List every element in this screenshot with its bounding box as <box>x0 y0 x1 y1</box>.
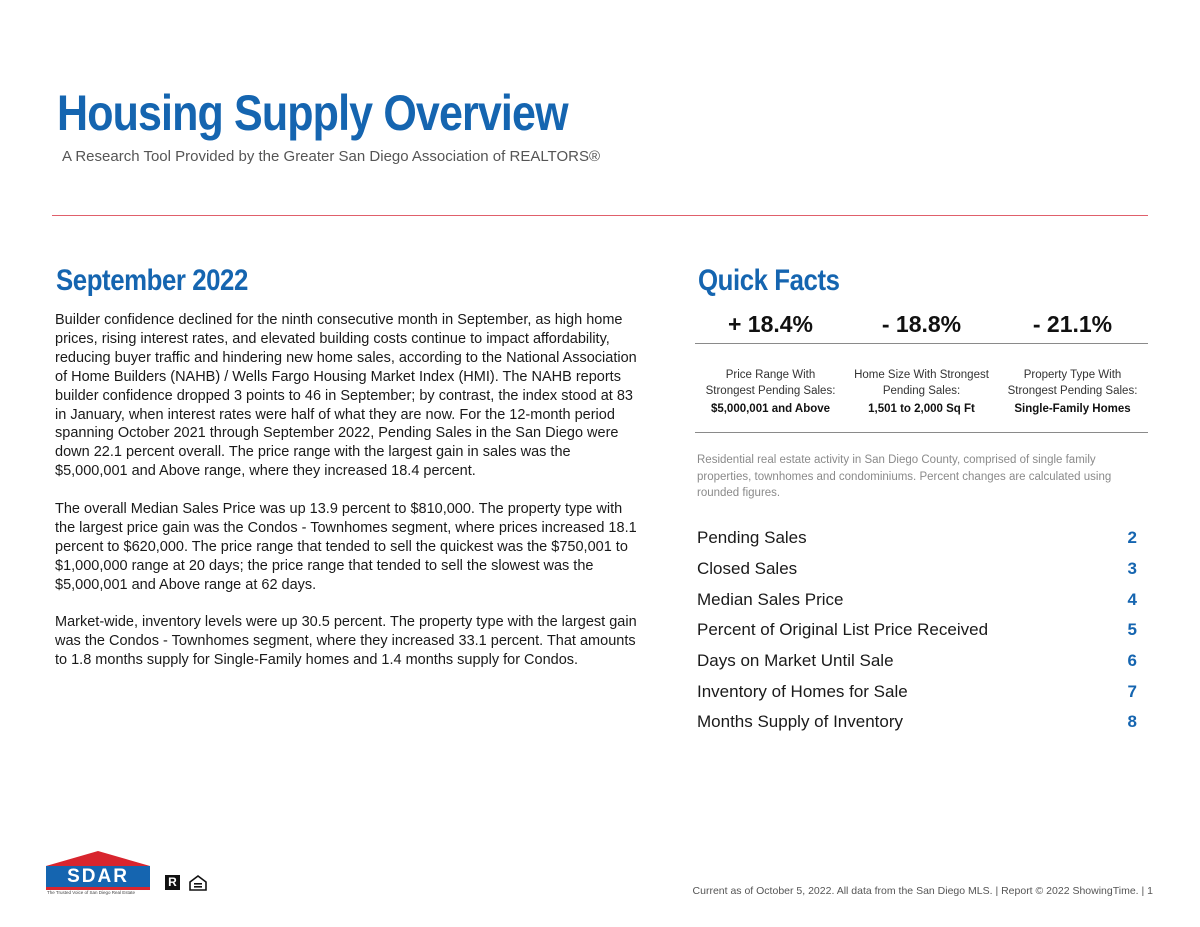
realtor-icon: R <box>165 875 180 890</box>
quick-fact-value: - 18.8% <box>881 311 962 337</box>
toc-item-months-supply[interactable] <box>697 707 1137 738</box>
page-subtitle: A Research Tool Provided by the Greater San Diego Association of REALTORS® <box>62 148 601 165</box>
toc-item-inventory[interactable] <box>697 676 1137 707</box>
footer-text: Current as of October 5, 2022. All data from the San Diego MLS. | Report © 2022 ShowingTime. | 1 <box>692 885 1153 897</box>
quick-fact-label <box>695 367 846 399</box>
toc-item-page: 8 <box>1127 712 1137 732</box>
quick-fact-detail: 1,501 to 2,000 Sq Ft <box>868 403 975 415</box>
quick-facts-divider <box>695 343 1148 344</box>
quick-fact-label-line: Pending Sales: <box>882 385 961 397</box>
toc-item-page: 3 <box>1127 559 1137 579</box>
sdar-logo <box>46 851 150 899</box>
toc-item-label: Closed Sales <box>697 559 798 579</box>
quick-facts-divider <box>695 432 1148 433</box>
quick-fact-value: - 21.1% <box>1032 311 1113 337</box>
toc-item-pending-sales[interactable] <box>697 523 1137 554</box>
summary-paragraph: Market-wide, inventory levels were up 30.5 percent. The property type with the largest gain was the Condos - Townhomes segment, where they increased 33.1 percent. That amounts to 1.8 months supply for Single-Family homes and 1.4 months supply for Condos. <box>55 614 637 669</box>
toc-item-days-on-market[interactable] <box>697 646 1137 677</box>
toc-item-label: Inventory of Homes for Sale <box>697 681 908 701</box>
quick-fact-label-line: Strongest Pending Sales: <box>705 385 836 397</box>
quick-facts-heading: Quick Facts <box>698 264 840 297</box>
toc-item-label: Days on Market Until Sale <box>697 651 894 671</box>
summary-paragraph: Builder confidence declined for the ninth consecutive month in September, as high home prices, rising interest rates, and elevated building costs continue to impact affordability, reducing buyer traffic and hindering new home sales, according to the National Association of Home Builders (NAHB) / Wells Fargo Housing Market Index (HMI). The NAHB reports builder confidence dropped 3 points to 46 in September; by contrast, the index stood at 83 in January, when interest rates were half of what they are now. For the 12-month period spanning October 2021 through September 2022, Pending Sales in the San Diego were down 22.1 percent overall. The price range with the largest gain in sales was the $5,000,001 and Above range, where they increased 18.4 percent. <box>55 312 637 480</box>
logo-text: SDAR <box>46 866 150 887</box>
quick-fact-label-line: Strongest Pending Sales: <box>1007 385 1138 397</box>
toc-item-page: 7 <box>1127 681 1137 701</box>
equal-housing-icon <box>189 874 207 892</box>
quick-facts-details <box>695 403 1148 415</box>
toc-item-page: 5 <box>1127 620 1137 640</box>
logo-tagline: The Trusted Voice of San Diego Real Estate <box>47 890 136 895</box>
toc-item-page: 4 <box>1127 589 1137 609</box>
quick-facts-labels <box>695 367 1148 399</box>
header-divider <box>52 215 1148 216</box>
logo-roof-icon <box>46 851 150 866</box>
quick-fact-label <box>997 367 1148 399</box>
summary-heading: September 2022 <box>56 264 248 297</box>
quick-facts-note: Residential real estate activity in San Diego County, comprised of single family properties, townhomes and condominiums. Percent changes are calculated using rounded figures. <box>697 454 1112 499</box>
summary-text <box>55 311 645 689</box>
toc-item-closed-sales[interactable] <box>697 554 1137 585</box>
toc-item-label: Months Supply of Inventory <box>697 712 904 732</box>
page-title: Housing Supply Overview <box>57 85 568 141</box>
quick-fact-label-line: Home Size With Strongest <box>854 369 989 381</box>
quick-fact-detail: $5,000,001 and Above <box>710 403 831 415</box>
toc-item-page: 2 <box>1127 528 1137 548</box>
summary-paragraph: The overall Median Sales Price was up 13.9 percent to $810,000. The property type with the largest price gain was the Condos - Townhomes segment, where prices increased 18.1 percent to $620,000. The price range that tended to sell the quickest was the $750,001 to $1,000,000 range at 20 days; the price range that tended to sell the slowest was the $5,000,001 and Above range at 62 days. <box>55 501 637 593</box>
quick-fact-value: + 18.4% <box>727 311 814 337</box>
toc-item-percent-list-price[interactable] <box>697 615 1137 646</box>
quick-fact-label-line: Property Type With <box>1023 369 1122 381</box>
quick-fact-label <box>846 367 997 399</box>
table-of-contents <box>697 523 1137 738</box>
toc-item-label: Percent of Original List Price Received <box>697 620 989 640</box>
quick-fact-label-line: Price Range With <box>725 369 816 381</box>
quick-facts-values <box>695 311 1148 338</box>
toc-item-median-sales-price[interactable] <box>697 584 1137 615</box>
quick-fact-detail: Single-Family Homes <box>1014 403 1131 415</box>
toc-item-label: Pending Sales <box>697 528 807 548</box>
toc-item-page: 6 <box>1127 651 1137 671</box>
toc-item-label: Median Sales Price <box>697 589 844 609</box>
